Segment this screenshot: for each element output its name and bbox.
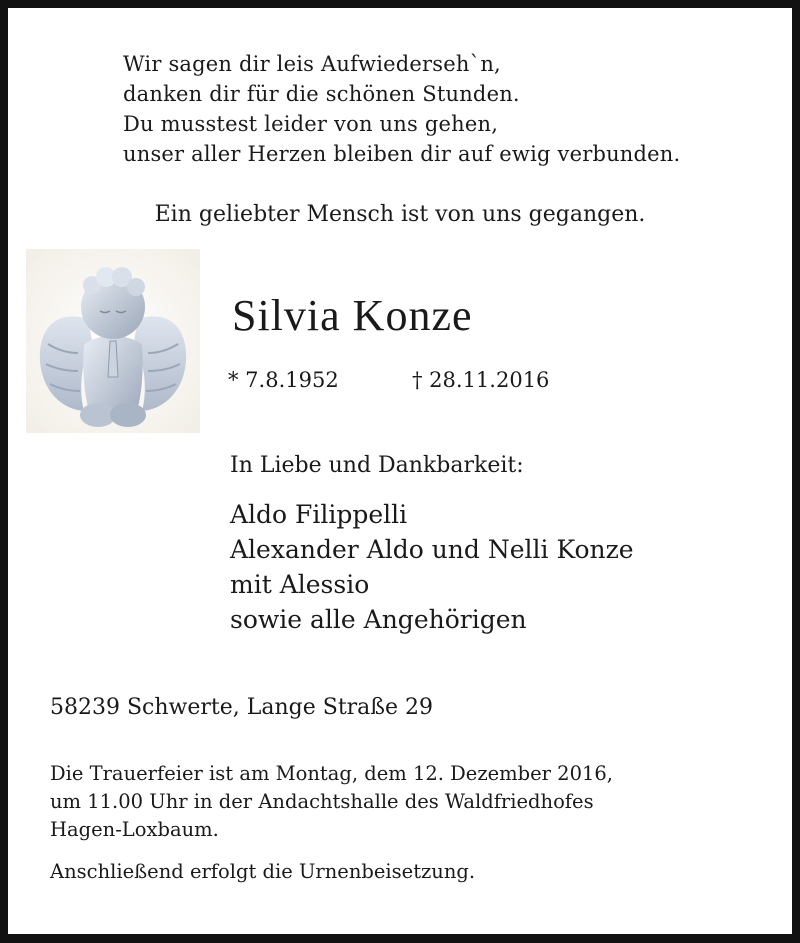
- ceremony-line: Hagen-Loxbaum.: [50, 818, 219, 841]
- burial-note: Anschließend erfolgt die Urnenbeisetzung.: [50, 860, 476, 883]
- intro-text: Ein geliebter Mensch ist von uns gegangen.: [154, 202, 646, 227]
- poem-line: Du musstest leider von uns gehen,: [123, 112, 499, 136]
- mourner-line: sowie alle Angehörigen: [230, 605, 527, 634]
- mourners-list: [230, 497, 634, 637]
- ceremony-line: um 11.00 Uhr in der Andachtshalle des Waldfriedhofes: [50, 790, 594, 813]
- address: 58239 Schwerte, Lange Straße 29: [50, 695, 433, 720]
- mourner-line: mit Alessio: [230, 570, 370, 599]
- ceremony-info: [50, 760, 613, 844]
- birth-date: * 7.8.1952: [228, 368, 339, 392]
- poem-line: Wir sagen dir leis Aufwiederseh`n,: [123, 52, 501, 76]
- death-date: † 28.11.2016: [412, 368, 550, 392]
- mourner-line: Alexander Aldo und Nelli Konze: [230, 535, 634, 564]
- ceremony-line: Die Trauerfeier ist am Montag, dem 12. Dezember 2016,: [50, 762, 614, 785]
- poem-line: unser aller Herzen bleiben dir auf ewig verbunden.: [123, 142, 681, 166]
- deceased-name: Silvia Konze: [232, 291, 473, 340]
- praying-angel-icon: [26, 249, 200, 433]
- mourner-line: Aldo Filippelli: [230, 500, 408, 529]
- poem: [123, 49, 680, 169]
- poem-line: danken dir für die schönen Stunden.: [123, 82, 520, 106]
- mourners-heading: In Liebe und Dankbarkeit:: [230, 453, 524, 478]
